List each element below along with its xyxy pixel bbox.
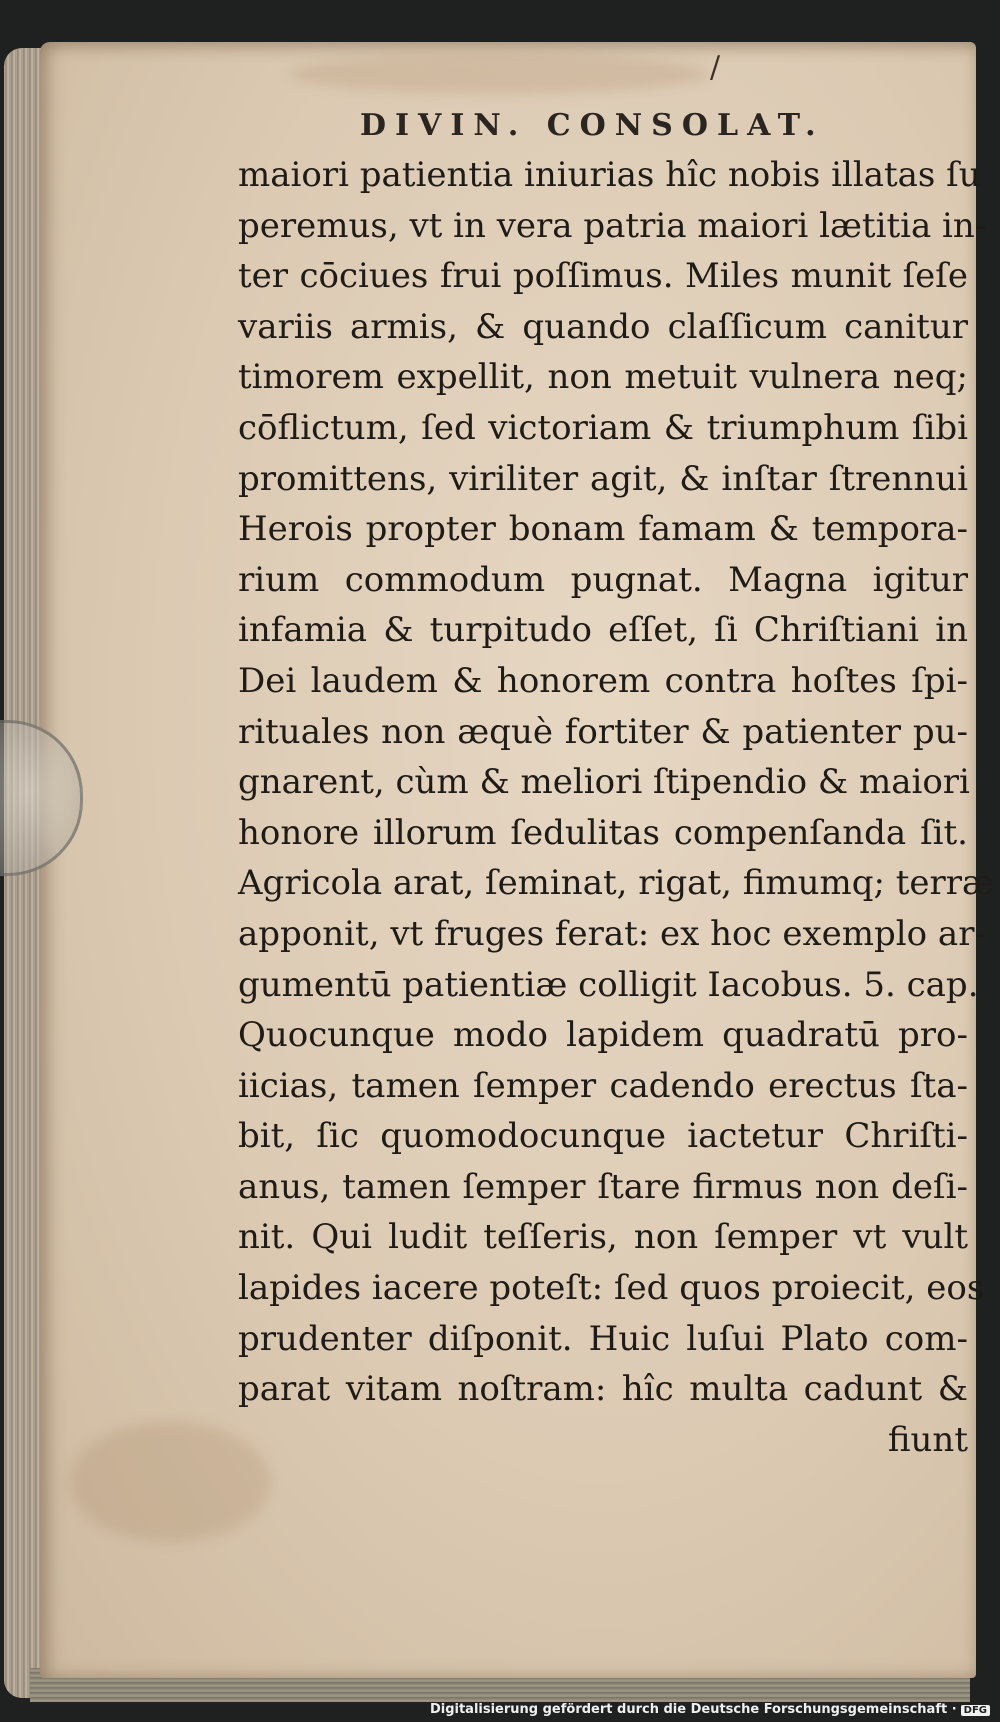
text-line: lapides iacere poteſt: ſed quos proiecit, eos xyxy=(238,1268,985,1309)
running-header: DIVIN. CONSOLAT. xyxy=(360,108,825,143)
digitization-credit xyxy=(430,1702,990,1717)
text-line: timorem expellit, non metuit vulnera neq; xyxy=(238,357,968,398)
text-line: Quocunque modo lapidem quadratū pro- xyxy=(238,1015,968,1056)
text-line: apponit, vt fruges ferat: ex hoc exemplo ar- xyxy=(238,913,986,954)
text-line: rituales non æquè fortiter & patienter pu- xyxy=(238,711,968,752)
text-line: ter cōciues frui poſſimus. Miles munit ſeſe xyxy=(238,256,968,297)
text-line: maiori patientia iniurias hîc nobis illatas ſu xyxy=(238,155,981,195)
text-line: variis armis, & quando claſſicum canitur xyxy=(238,306,968,347)
text-line: honore illorum ſedulitas compenſanda ſit. xyxy=(238,812,968,853)
text-line: Dei laudem & honorem contra hoſtes ſpi- xyxy=(238,660,968,701)
text-line: cōflictum, ſed victoriam & triumphum ſibi xyxy=(238,407,968,448)
text-line: Herois propter bonam famam & tempora- xyxy=(238,509,968,550)
text-line: promittens, viriliter agit, & inſtar ſtrennui xyxy=(238,458,968,499)
text-line: nit. Qui ludit teſſeris, non ſemper vt vult xyxy=(238,1217,968,1258)
text-line: gumentū patientiæ colligit Iacobus. 5. cap. xyxy=(238,964,979,1005)
text-line: anus, tamen ſemper ſtare firmus non deſi- xyxy=(238,1166,968,1207)
text-line: bit, ſic quomodocunque iactetur Chriſti- xyxy=(238,1116,968,1157)
text-block xyxy=(238,150,995,1465)
text-line: prudenter diſponit. Huic luſui Plato com- xyxy=(238,1318,968,1359)
text-line: peremus, vt in vera patria maiori lætitia in- xyxy=(238,205,987,246)
stain xyxy=(290,54,710,94)
text-line: rium commodum pugnat. Magna igitur xyxy=(238,559,968,600)
text-line: infamia & turpitudo eſſet, ſi Chriſtiani in xyxy=(238,610,968,651)
page-mark: / xyxy=(710,50,721,85)
text-line: Agricola arat, ſeminat, rigat, fimumq; terræ xyxy=(238,863,995,904)
text-line: gnarent, cùm & meliori ſtipendio & maiori xyxy=(238,762,970,803)
text-line: iicias, tamen ſemper cadendo erectus ſta- xyxy=(238,1065,968,1106)
credit-text: Digitalisierung gefördert durch die Deutsche Forschungsgemeinschaft · xyxy=(429,1702,957,1717)
dfg-logo: DFG xyxy=(961,1705,990,1716)
text-line: parat vitam noſtram: hîc multa cadunt & xyxy=(238,1369,968,1410)
catchword: fiunt xyxy=(887,1419,968,1460)
